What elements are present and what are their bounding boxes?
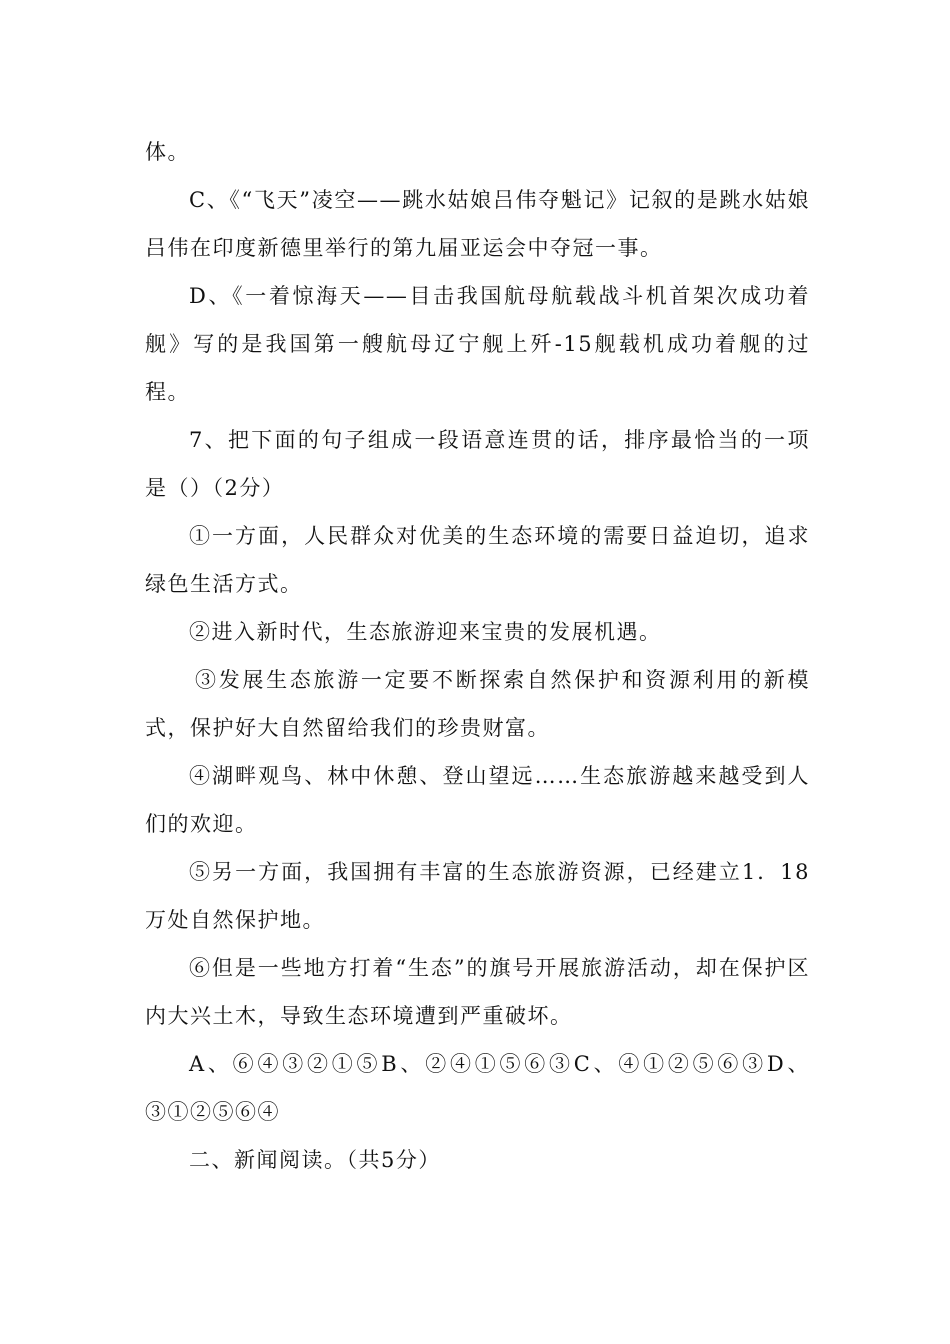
section-heading: 二、新闻阅读。（共5分） xyxy=(189,1148,441,1172)
paragraph-continuation: 体。 xyxy=(145,140,190,164)
sentence-6: ⑥但是一些地方打着“生态”的旗号开展旅游活动，却在保护区内大兴土木，导致生态环境遭到严重破坏。 xyxy=(145,956,810,1028)
option-c: C、《“飞天”凌空——跳水姑娘吕伟夺魁记》记叙的是跳水姑娘吕伟在印度新德里举行的第九届亚运会中夺冠一事。 xyxy=(145,188,810,260)
answer-options: A、⑥④③②①⑤B、②④①⑤⑥③C、④①②⑤⑥③D、③①②⑤⑥④ xyxy=(145,1052,810,1124)
sentence-3: ③发展生态旅游一定要不断探索自然保护和资源利用的新模式，保护好大自然留给我们的珍贵财富。 xyxy=(145,668,810,740)
sentence-1: ①一方面，人民群众对优美的生态环境的需要日益迫切，追求绿色生活方式。 xyxy=(145,524,810,596)
document-body xyxy=(145,128,810,1184)
option-d: D、《一着惊海天——目击我国航母航载战斗机首架次成功着舰》写的是我国第一艘航母辽宁舰上歼-15舰载机成功着舰的过程。 xyxy=(145,284,810,404)
sentence-4: ④湖畔观鸟、林中休憩、登山望远……生态旅游越来越受到人们的欢迎。 xyxy=(145,764,810,836)
sentence-2: ②进入新时代，生态旅游迎来宝贵的发展机遇。 xyxy=(189,620,662,644)
sentence-5: ⑤另一方面，我国拥有丰富的生态旅游资源，已经建立1．18万处自然保护地。 xyxy=(145,860,810,932)
question-7: 7、把下面的句子组成一段语意连贯的话，排序最恰当的一项是（）（2分） xyxy=(145,428,810,500)
